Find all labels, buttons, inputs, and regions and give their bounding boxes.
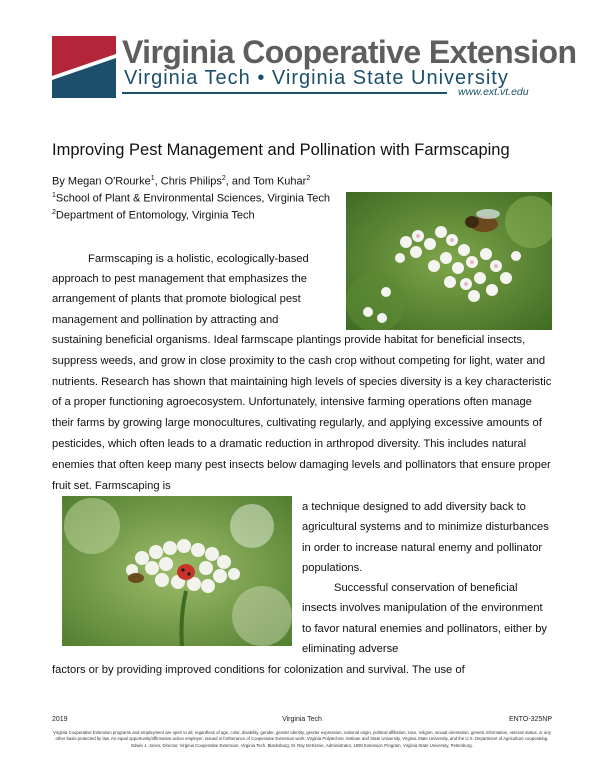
paragraph-1-start: Farmscaping is a holistic, ecologically-based approach to pest management that emphasizes the arrangement of plants that promote biological pest management and pollination by attracting and	[52, 253, 309, 326]
byline-prefix: By	[52, 175, 65, 188]
affil-2-sup: 2	[52, 209, 56, 217]
author-2-sup: 2	[221, 175, 226, 182]
paragraph-1-end: a technique designed to add diversity back to agricultural systems and to minimize disturbances in order to increase natural enemy and pollinator populations.	[302, 501, 549, 574]
byline: By Megan O'Rourke$^1$, Chris Philips$^2$, and Tom Kuhar$^2$ $^1$School of Plant & Environmental Sciences, Virginia Tech $^2$Department of Entomology, Virginia Tech	[52, 175, 331, 222]
affil-1-sup: 1	[52, 192, 56, 200]
footer-disclaimer: Virginia Cooperative Extension programs and employment are open to all, regardless of age, color, disability, gender, gender identity, gender expression, national origin, political affiliation, race, religion, sexual orientation, genetic information, veteran status, or any other basis protected by law. An equal opportunity/affirmative action employer. Issued in furtherance of Cooperative Extension work, Virginia Polytechnic Institute and State University, Virginia State University, and the U.S. Department of Agriculture cooperating. Edwin J. Jones, Director, Virginia Cooperative Extension, Virginia Tech, Blacksburg; M. Ray McKinnie, Administrator, 1890 Extension Program, Virginia State University, Petersburg.	[53, 730, 551, 748]
author-3-sup: 2	[306, 175, 311, 182]
page-title: Improving Pest Management and Pollination with Farmscaping	[52, 141, 510, 159]
footer-year: 2019	[52, 716, 68, 723]
site-url[interactable]: www.ext.vt.edu	[458, 86, 529, 98]
author-1-sup: 1	[150, 175, 155, 182]
author-1: Megan O'Rourke	[67, 175, 151, 188]
affiliation-2: Department of Entomology, Virginia Tech	[55, 209, 255, 222]
paragraph-2-full: factors or by providing improved conditions for colonization and survival. The use of	[52, 664, 465, 676]
bee-on-buckwheat-photo	[346, 192, 552, 330]
header-rule	[122, 92, 447, 94]
ladybug-on-buckwheat-photo	[62, 496, 292, 646]
footer-code: ENTO-325NP	[508, 716, 552, 723]
org-subtitle: Virginia Tech • Virginia State University	[124, 67, 509, 89]
author-3: Tom Kuhar	[253, 175, 307, 188]
paragraph-1-full: sustaining beneficial organisms. Ideal farmscape plantings provide habitat for beneficial insects, suppress weeds, and grow in close proximity to the cash crop without competing for light, water and nutrients. Research has shown that maintaining high levels of species diversity is a key characteristic of a proper functioning agroecosystem. Unfortunately, intensive farming operations often manage their farms by growing large monocultures, cultivating regularly, and applying excessive amounts of pesticides, which often leads to a dramatic reduction in arthropod diversity. This includes natural enemies that often keep many pest insects below damaging levels and pollinators that ensure proper fruit set. Farmscaping is	[52, 334, 552, 492]
footer-center: Virginia Tech	[282, 716, 322, 723]
org-name: Virginia Cooperative Extension	[122, 34, 577, 70]
paragraph-2-start: Successful conservation of beneficial insects involves manipulation of the environment to favor natural enemies and pollinators, either by eliminating adverse	[302, 582, 548, 656]
author-2: Chris Philips	[160, 175, 222, 188]
vce-logo-icon	[52, 36, 116, 98]
footer-line	[52, 716, 552, 723]
paragraph-wrap-2	[302, 497, 552, 659]
header	[52, 34, 577, 104]
affiliation-1: School of Plant & Environmental Sciences, Virginia Tech	[55, 192, 331, 205]
paragraph-1-wrap	[52, 249, 340, 330]
